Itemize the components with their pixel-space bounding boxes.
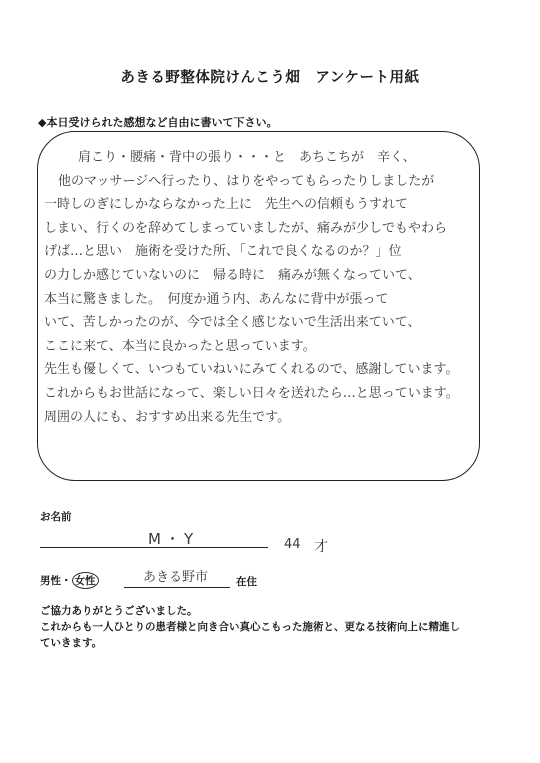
closing-line: ていきます。	[40, 637, 103, 649]
closing-line: これからも一人ひとりの患者様と向き合い真心こもった施術と、更なる技術向上に精進し	[40, 621, 460, 633]
gender-female-circled: 女性	[72, 572, 99, 589]
gender-separator: ・	[61, 575, 72, 587]
city-value: あきる野市	[143, 570, 209, 585]
gender-field	[40, 572, 99, 589]
handwritten-comment	[44, 146, 472, 429]
comment-line: 先生も優しくて、いつもていねいにみてくれるので、感謝しています。	[44, 362, 459, 378]
residence-label: 在住	[236, 576, 257, 588]
comment-line: ここに来て、本当に良かったと思っています。	[44, 338, 316, 354]
comment-line: これからもお世話になって、楽しい日々を送れたら…と思っています。	[44, 385, 459, 401]
name-label: お名前	[40, 511, 72, 523]
comment-line: しまい、行くのを辞めてしまっていましたが、痛みが少しでもやわら	[44, 220, 448, 236]
comment-prompt: ◆本日受けられた感想など自由に書いて下さい。	[38, 116, 278, 129]
name-underline	[40, 547, 268, 548]
age-value: 44	[284, 537, 301, 552]
comment-line: 一時しのぎにしかならなかった上に 先生への信頼もうすれて	[44, 197, 409, 213]
comment-line: 他のマッサージへ行ったり、はりをやってもらったりしましたが	[58, 173, 435, 189]
comment-line: の力しか感じていないのに 帰る時に 痛みが無くなっていて、	[44, 267, 421, 283]
comment-line: 肩こり・腰痛・背中の張り・・・と あちこちが 辛く、	[78, 150, 416, 165]
page-title: あきる野整体院けんこう畑 アンケート用紙	[120, 70, 420, 86]
age-unit: 才	[314, 539, 328, 555]
comment-line: げば…と思い 施術を受けた所、「これで良くなるのか？」位	[44, 244, 402, 260]
comment-line: いて、苦しかったのが、今では全く感じないで生活出来ていて、	[44, 315, 421, 331]
name-value: M・Y	[148, 530, 198, 548]
city-underline	[124, 587, 230, 588]
closing-message	[40, 603, 510, 651]
closing-line: ご協力ありがとうございました。	[40, 605, 198, 617]
comment-line: 周囲の人にも、おすすめ出来る先生です。	[44, 409, 291, 425]
comment-line: 本当に驚きました。 何度か通う内、あんなに背中が張って	[44, 291, 389, 307]
gender-male: 男性	[40, 575, 61, 587]
